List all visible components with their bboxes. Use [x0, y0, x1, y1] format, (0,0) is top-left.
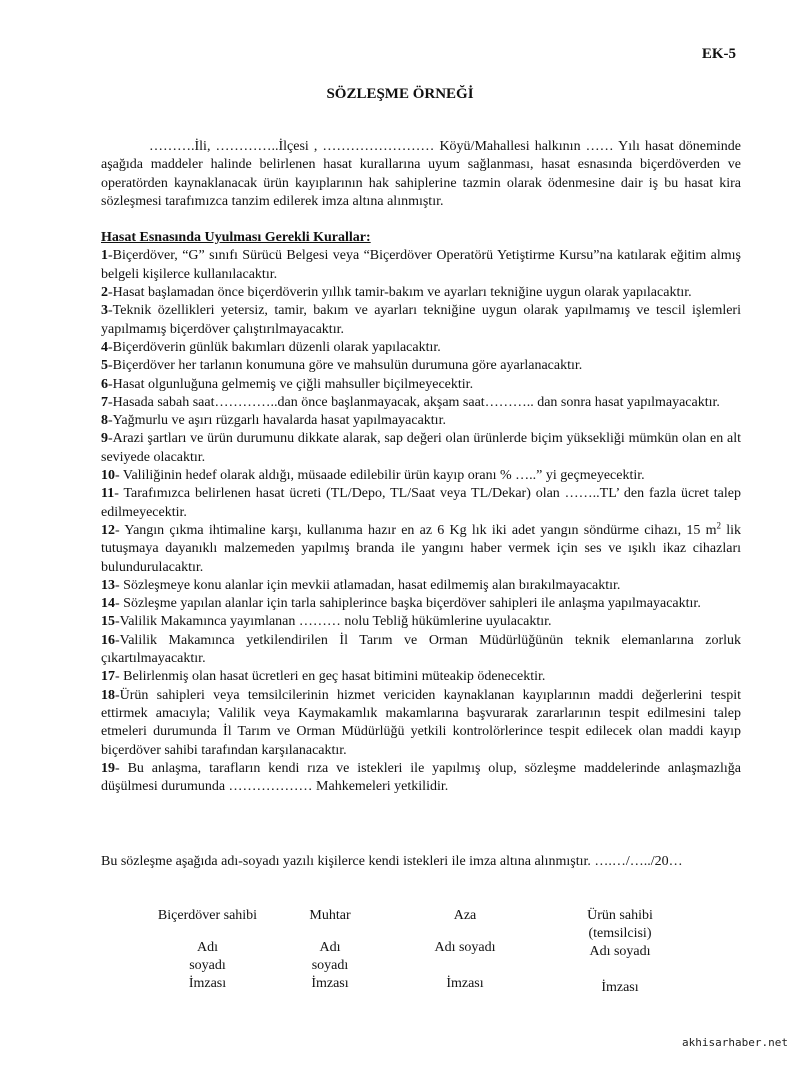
- rule-item: [101, 357, 741, 375]
- signature-label: İmzası: [188, 976, 227, 991]
- signatory-role: Ürün sahibi: [587, 908, 653, 923]
- name-label: Adı: [319, 940, 341, 955]
- rule-text: -Biçerdöver her tarlanın konumuna göre ve mahsulün durumuna göre ayarlanacaktır.: [108, 358, 583, 374]
- signatory-role: Aza: [453, 908, 477, 923]
- rule-text-continued: lik tutuşmaya dayanıklı malzemeden yapılmış branda ile yangını haber vermek için ses ve ışıklı ikaz cihazları bulundurulacaktır.: [101, 522, 741, 575]
- rule-number: 10: [101, 468, 115, 484]
- rule-number: 16: [101, 632, 115, 648]
- rule-number: 7: [101, 394, 108, 410]
- rule-number: 5: [101, 358, 108, 374]
- closing-statement: Bu sözleşme aşağıda adı-soyadı yazılı kişilerce kendi istekleri ile imza altına alınmıştır. ….…/…../20…: [101, 854, 683, 869]
- rule-item: [101, 760, 741, 797]
- rule-item: [101, 302, 741, 339]
- rule-text: - Sözleşmeye konu alanlar için mevkii atlamadan, hasat edilmemiş alan bırakılmayacaktır.: [115, 577, 621, 593]
- rule-number: 13: [101, 577, 115, 593]
- rule-text: -Hasat olgunluğuna gelmemiş ve çiğli mahsuller biçilmeyecektir.: [108, 376, 474, 392]
- signature-label: İmzası: [311, 976, 349, 991]
- signatory-role-sub: (temsilcisi): [588, 926, 652, 941]
- rule-text: -Biçerdöverin günlük bakımları düzenli olarak yapılacaktır.: [108, 339, 441, 355]
- signature-block-crop-owner: [560, 907, 680, 997]
- rule-text: -Ürün sahipleri veya temsilcilerinin hizmet vericiden kaynaklanan kayıplarının maddi değerlerini tespit ettirmek amacıyla; Valilik veya Kaymakamlık makamlarına başvurarak zararlarının tespit edilmesini talep etmeleri durumunda İl Tarım ve Orman Müdürlüğü yetkili kontrolörlerince tespit edilecek olan maddi kayıp biçerdöver sahibi tarafından karşılanacaktır.: [101, 687, 741, 758]
- rule-number: 1: [101, 248, 108, 264]
- name-label: Adı soyadı: [434, 940, 496, 955]
- surname-label: soyadı: [311, 958, 349, 973]
- signature-block-harvester-owner: [150, 907, 265, 993]
- document-title: SÖZLEŞME ÖRNEĞİ: [326, 86, 474, 102]
- rule-number: 15: [101, 614, 115, 630]
- rule-item: [101, 284, 741, 302]
- intro-paragraph: ……….İli, …………..İlçesi , …………………… Köyü/Mahallesi halkının …… Yılı hasat döneminde aşağıda maddeler halinde belirlenen hasat kurallarına uyum sağlanması, hasat esnasında biçerdöverden ve operatörden kaynaklanacak ürün kayıplarının hak sahiplerine tazmin olarak ödenmesine dair iş bu hasat kira sözleşmesi tarafımızca tanzim edilerek imza altına alınmıştır.: [101, 139, 741, 209]
- watermark-text: akhisarhaber.net: [682, 1036, 788, 1049]
- rule-number: 18: [101, 687, 115, 703]
- rule-number: 4: [101, 339, 108, 355]
- rule-item: [101, 668, 741, 686]
- rule-item: [101, 467, 741, 485]
- rule-item: [101, 430, 741, 467]
- name-label: Adı soyadı: [589, 944, 651, 959]
- rule-item: [101, 247, 741, 284]
- rule-text: - Yangın çıkma ihtimaline karşı, kullanıma hazır en az 6 Kg lık iki adet yangın söndürme cihazı, 15 m: [115, 522, 717, 538]
- signatory-role: Biçerdöver sahibi: [157, 908, 258, 923]
- rule-number: 17: [101, 669, 115, 685]
- rule-text: -Biçerdöver, “G” sınıfı Sürücü Belgesi veya “Biçerdöver Operatörü Yetiştirme Kursu”na katılarak eğitim almış belgeli kişilerce kullanılacaktır.: [101, 248, 741, 282]
- rule-number: 19: [101, 760, 115, 776]
- rule-item: [101, 339, 741, 357]
- name-label: Adı: [197, 940, 218, 955]
- rule-number: 9: [101, 431, 108, 447]
- signature-block-muhtar: [290, 907, 370, 993]
- rule-number: 3: [101, 303, 108, 319]
- rule-item: [101, 577, 741, 595]
- signatory-role: Muhtar: [309, 908, 351, 923]
- document-body: [101, 138, 741, 796]
- rule-text: - Sözleşme yapılan alanlar için tarla sahiplerince başka biçerdöver sahipleri ile anlaşma yapılmayacaktır.: [115, 596, 701, 612]
- signature-block-member: [410, 907, 520, 993]
- rule-text: -Valilik Makamınca yetkilendirilen İl Tarım ve Orman Müdürlüğünün teknik elemanlarına zorluk çıkartılmayacaktır.: [101, 632, 741, 667]
- rule-text: -Arazi şartları ve ürün durumunu dikkate alarak, sap değeri olan ürünlerde biçim yüksekliği mümkün olan en alt seviyede olacaktır.: [101, 431, 741, 465]
- rule-text: -Teknik özellikleri yetersiz, tamir, bakım ve ayarları tekniğine uygun olarak yapılmamış ve tescil işlemleri yapılmamış biçerdöver çalıştırılmayacaktır.: [101, 303, 741, 337]
- rule-number: 6: [101, 376, 108, 392]
- rule-item: [101, 485, 741, 522]
- annex-label: EK-5: [701, 46, 736, 62]
- rule-text: -Yağmurlu ve aşırı rüzgarlı havalarda hasat yapılmayacaktır.: [108, 413, 446, 429]
- rule-item: [101, 394, 741, 412]
- rule-item: [101, 376, 741, 394]
- signature-label: İmzası: [446, 976, 484, 991]
- rule-text: -Hasat başlamadan önce biçerdöverin yıllık tamir-bakım ve ayarları tekniğine uygun olarak yapılacaktır.: [108, 285, 692, 301]
- rule-text: - Belirlenmiş olan hasat ücretleri en geç hasat bitimini müteakip ödenecektir.: [115, 669, 546, 685]
- rule-item: [101, 595, 741, 613]
- rule-item: [101, 632, 741, 669]
- rule-number: 11: [101, 486, 115, 502]
- rule-text: - Tarafımızca belirlenen hasat ücreti (TL/Depo, TL/Saat veya TL/Dekar) olan ……..TL’ den fazla ücret talep edilmeyecektir.: [101, 486, 741, 520]
- rule-number: 2: [101, 285, 108, 301]
- rule-item: [101, 522, 741, 577]
- rule-text: -Valilik Makamınca yayımlanan ……… nolu Tebliğ hükümlerine uyulacaktır.: [115, 614, 552, 630]
- signature-label: İmzası: [601, 980, 639, 995]
- rule-number: 12: [101, 522, 115, 538]
- surname-label: soyadı: [189, 958, 226, 973]
- rule-item: [101, 613, 741, 631]
- rule-text: - Valiliğinin hedef olarak aldığı, müsaade edilebilir ürün kayıp oranı % …..” yi geçmeyecektir.: [115, 468, 645, 484]
- rule-number: 8: [101, 413, 108, 429]
- rule-number: 14: [101, 596, 115, 612]
- rule-item: [101, 687, 741, 760]
- rule-text: -Hasada sabah saat…………..dan önce başlanmayacak, akşam saat……….. dan sonra hasat yapılmayacaktır.: [108, 394, 720, 410]
- rule-item: [101, 412, 741, 430]
- rules-heading: Hasat Esnasında Uyulması Gerekli Kurallar:: [101, 230, 371, 246]
- rule-text: - Bu anlaşma, tarafların kendi rıza ve istekleri ile yapılmış olup, sözleşme maddelerinde anlaşmazlığa düşülmesi durumunda ……………… Mahkemeleri yetkilidir.: [101, 760, 741, 795]
- superscript: 2: [716, 520, 721, 531]
